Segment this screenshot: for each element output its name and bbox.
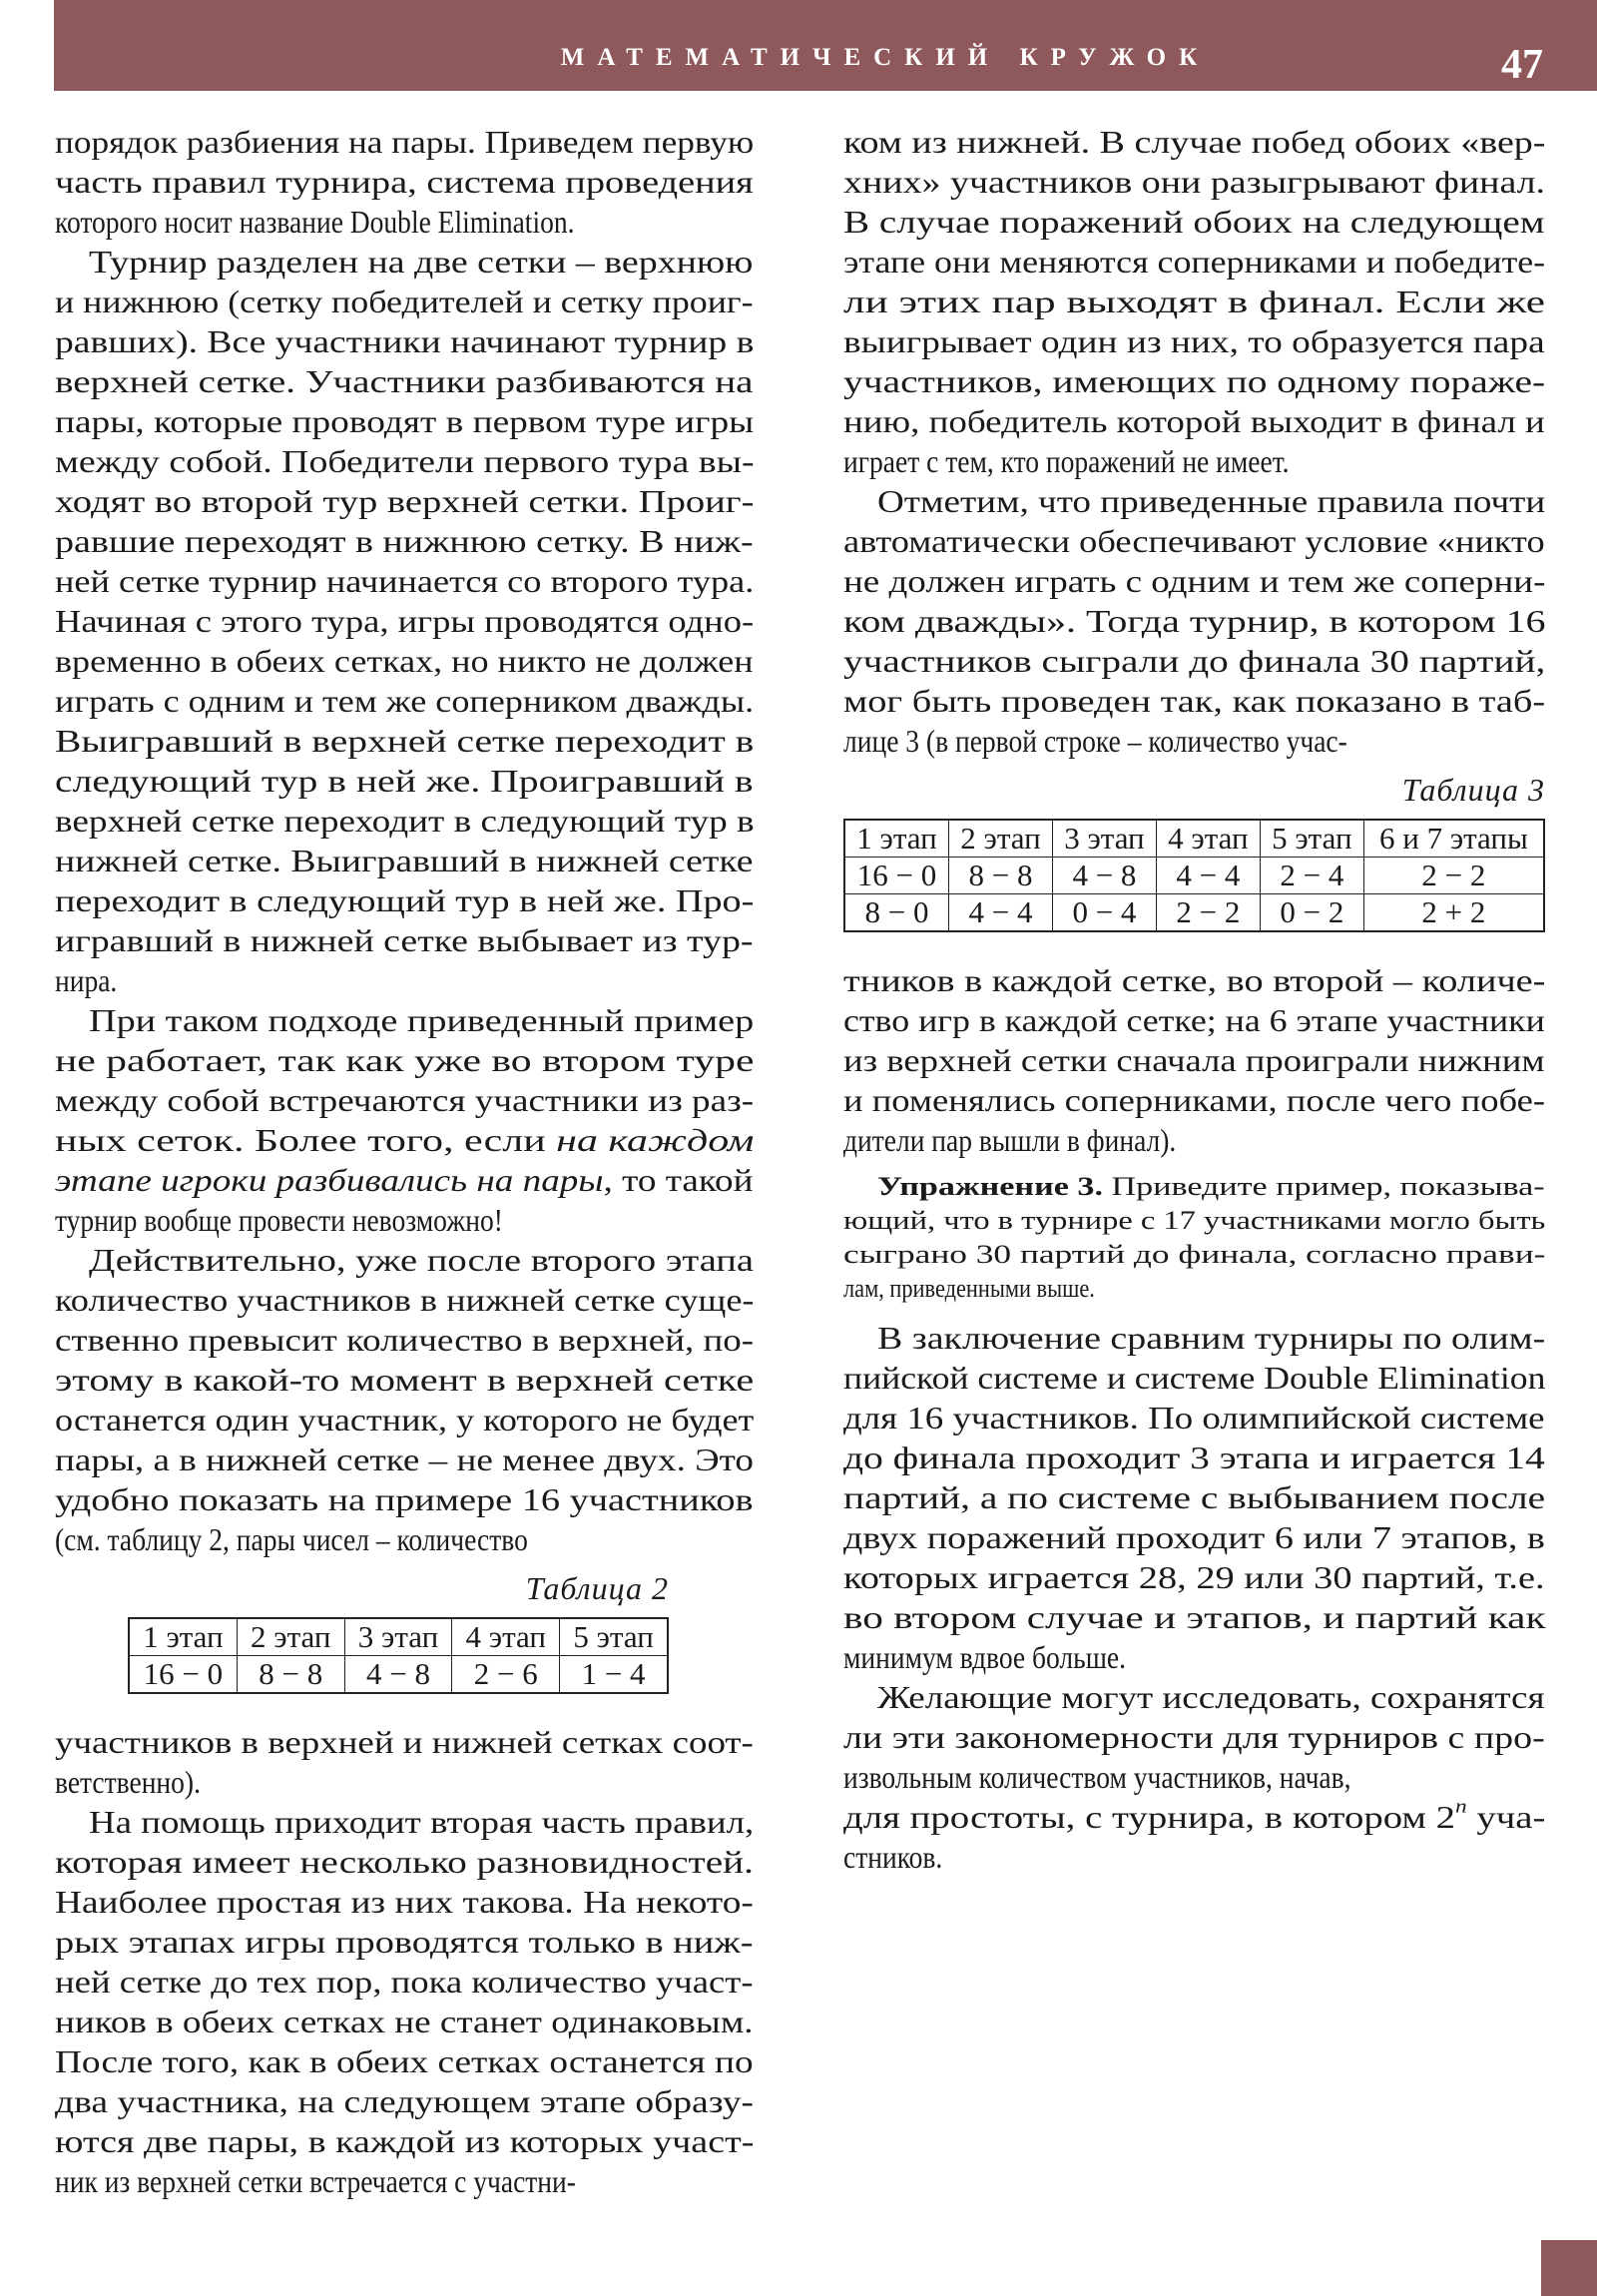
text-line: часть правил турнира, система проведения (55, 164, 754, 200)
exponent: n (1455, 1796, 1467, 1818)
table-cell: 8 − 8 (237, 1656, 344, 1694)
paragraph (55, 1000, 754, 1240)
text-line: стников. (843, 1839, 943, 1875)
text-line: Выигравший в верхней сетке переходит в (55, 723, 755, 759)
table-header-cell: 3 этап (344, 1618, 452, 1656)
header-title: МАТЕМАТИЧЕСКИЙ КРУЖОК (560, 44, 1211, 71)
text-line: нира. (55, 962, 118, 998)
table-row (844, 858, 1544, 894)
table-row (129, 1656, 668, 1694)
table-cell: 16 − 0 (844, 858, 949, 894)
text-line: ных сеток. Более того, если на каждом (55, 1122, 755, 1158)
text-line: удобно показать на примере 16 участников (55, 1481, 754, 1517)
table-cell: 1 − 4 (560, 1656, 668, 1694)
table-header-cell: 2 этап (237, 1618, 344, 1656)
table-header-cell: 3 этап (1052, 820, 1156, 858)
paragraph (843, 1318, 1545, 1677)
page-number: 47 (1501, 42, 1543, 88)
exercise-3 (843, 1170, 1545, 1306)
text-line: Наиболее простая из них такова. На некото- (55, 1884, 754, 1920)
table-cell: 4 − 4 (1156, 858, 1260, 894)
text-line: (см. таблицу 2, пары чисел – количество (55, 1521, 528, 1557)
text-line: Начиная с этого тура, игры проводятся одно- (55, 603, 755, 639)
text-line: ветственно). (55, 1764, 201, 1800)
text-line: участников в верхней и нижней сетках соот- (55, 1724, 754, 1760)
text-line: ком дважды». Тогда турнир, в котором 16 (843, 603, 1546, 639)
text-line: тников в каждой сетке, во второй – количе- (843, 962, 1546, 998)
text-line: равшие переходят в нижнюю сетку. В ниж- (55, 523, 754, 559)
table-cell: 2 − 4 (1260, 858, 1363, 894)
table-3-block (843, 765, 1545, 932)
text-line: этапе они меняются соперниками и победите- (843, 244, 1546, 280)
table-header-row (844, 820, 1544, 858)
text-line: которого носит название Double Elimination. (55, 204, 575, 240)
text-line: которая имеет несколько разновидностей. (55, 1844, 754, 1880)
text-line: для простоты, с турнира, в котором 2$^n$ уча- (843, 1796, 1546, 1835)
text-line: играет с тем, кто поражений не имеет. (843, 443, 1290, 479)
text-line: участников сыграли до финала 30 партий, (843, 643, 1546, 679)
text-line: следующий тур в ней же. Проигравший в (55, 763, 754, 799)
text-line: из верхней сетки сначала проиграли нижним (843, 1042, 1545, 1078)
text-line: и поменялись соперниками, после чего побе- (843, 1082, 1546, 1118)
running-header (54, 0, 1597, 91)
text-line: пары, которые проводят в первом туре игры (55, 403, 755, 439)
text-line: и нижнюю (сетку победителей и сетку проиг- (55, 284, 754, 319)
table-cell: 2 − 2 (1156, 894, 1260, 932)
text-line: количество участников в нижней сетке суще- (55, 1282, 755, 1318)
text-line: ли эти закономерности для турниров с про- (843, 1719, 1545, 1755)
text-line: между собой встречаются участники из раз- (55, 1082, 755, 1118)
table-header-cell: 5 этап (1260, 820, 1363, 858)
text-line: верхней сетке переходит в следующий тур в (55, 803, 755, 839)
text-line: Отметим, что приведенные правила почти (877, 483, 1546, 519)
text-line: не должен играть с одним и тем же соперни- (843, 563, 1546, 599)
text-line: мог быть проведен так, как показано в таб- (843, 683, 1546, 719)
emphasis: этапе игроки разбивались на пары (55, 1162, 604, 1198)
table-2 (128, 1617, 669, 1694)
table-header-cell: 2 этап (949, 820, 1053, 858)
table-cell: 0 − 2 (1260, 894, 1363, 932)
table-header-cell: 4 этап (452, 1618, 560, 1656)
table-header-cell: 5 этап (560, 1618, 668, 1656)
text-line: При таком подходе приведенный пример (89, 1002, 755, 1038)
text-line: ников в обеих сетках не станет одинаковым. (55, 2004, 754, 2039)
table-cell: 2 − 2 (1363, 858, 1544, 894)
table-cell: 16 − 0 (129, 1656, 237, 1694)
text-line: автоматически обеспечивают условие «никто (843, 523, 1545, 559)
table-cell: 2 + 2 (1363, 894, 1544, 932)
text-line: дители пар вышли в финал). (843, 1122, 1177, 1158)
text-line: два участника, на следующем этапе образу- (55, 2083, 755, 2119)
paragraph (843, 1677, 1545, 1877)
text-line: переходит в следующий тур в ней же. Про- (55, 882, 755, 918)
text-line: нию, победитель которой выходит в финал и (843, 403, 1545, 439)
left-column (55, 122, 754, 2201)
right-column (843, 122, 1545, 1877)
table-caption: Таблица 3 (1401, 772, 1545, 808)
text-line: до финала проходит 3 этапа и играется 14 (843, 1439, 1545, 1475)
text-line: верхней сетке. Участники разбиваются на (55, 363, 754, 399)
table-cell: 8 − 8 (949, 858, 1053, 894)
text-line: ственно превысит количество в верхней, по- (55, 1322, 755, 1358)
text-line: останется один участник, у которого не будет (55, 1402, 755, 1437)
text-line: между собой. Победители первого тура вы- (55, 443, 755, 479)
table-header-cell: 4 этап (1156, 820, 1260, 858)
text-line: рых этапах игры проводятся только в ниж- (55, 1924, 754, 1960)
paragraph (55, 242, 754, 1000)
text-line: двух поражений проходит 6 или 7 этапов, в (843, 1519, 1545, 1555)
text-line: Действительно, уже после второго этапа (89, 1242, 755, 1278)
table-cell: 4 − 8 (344, 1656, 452, 1694)
emphasis: на каждом (556, 1122, 755, 1158)
text-line: лам, приведенными выше. (843, 1274, 1095, 1303)
table-cell: 4 − 8 (1052, 858, 1156, 894)
exercise-label: Упражнение 3. (877, 1172, 1103, 1201)
table-cell: 2 − 6 (452, 1656, 560, 1694)
table-cell: 4 − 4 (949, 894, 1053, 932)
table-2-block (128, 1563, 669, 1694)
text-line: пары, а в нижней сетке – не менее двух. Это (55, 1441, 755, 1477)
table-header-row (129, 1618, 668, 1656)
text-line: На помощь приходит вторая часть правил, (89, 1804, 755, 1840)
text-line: выигрывает один из них, то образуется пара (843, 323, 1545, 359)
corner-marker (1541, 2240, 1597, 2296)
text-line: ются две пары, в каждой из которых участ- (55, 2123, 755, 2159)
text-line: пийской системе и системе Double Elimination (843, 1360, 1546, 1396)
text-line: для 16 участников. По олимпийской системе (843, 1400, 1545, 1435)
text-line: ком из нижней. В случае побед обоих «вер- (843, 124, 1546, 160)
text-line: равших). Все участники начинают турнир в (55, 323, 755, 359)
text-line: ней сетке до тех пор, пока количество участ- (55, 1964, 754, 2000)
text-line: участников, имеющих по одному пораже- (843, 363, 1546, 399)
text-line: лице 3 (в первой строке – количество учас- (843, 723, 1347, 759)
text-line: игравший в нижней сетке выбывает из тур- (55, 922, 754, 958)
paragraph (55, 1722, 754, 1802)
table-header-cell: 1 этап (844, 820, 949, 858)
text-line: ходят во второй тур верхней сетки. Проиг- (55, 483, 755, 519)
table-cell: 8 − 0 (844, 894, 949, 932)
text-line: нижней сетке. Выигравший в нижней сетке (55, 843, 754, 878)
text-line: В заключение сравним турниры по олим- (877, 1320, 1546, 1356)
text-line: сыграно 30 партий до финала, согласно прави- (843, 1240, 1546, 1269)
paragraph (843, 481, 1545, 761)
text-line: ней сетке турнир начинается со второго тура. (55, 563, 755, 599)
text-line: В случае поражений обоих на следующем (843, 204, 1545, 240)
text-line: этапе игроки разбивались на пары, то такой (55, 1162, 754, 1198)
text-line: партий, а по системе с выбыванием после (843, 1479, 1546, 1515)
text-line: играть с одним и тем же соперником дважды. (55, 683, 755, 719)
text-line: ли этих пар выходят в финал. Если же (843, 284, 1545, 319)
text-line: хних» участников они разыгрывают финал. (843, 164, 1546, 200)
text-line: извольным количеством участников, начав, (843, 1759, 1351, 1795)
paragraph (55, 122, 754, 242)
text-line: не работает, так как уже во втором туре (55, 1042, 755, 1078)
text-line: турнир вообще провести невозможно! (55, 1202, 503, 1238)
paragraph (55, 1240, 754, 1559)
text-line: Турнир разделен на две сетки – верхнюю (89, 244, 754, 280)
paragraph (55, 1802, 754, 2201)
text-line: Желающие могут исследовать, сохранятся (877, 1679, 1545, 1715)
text-line: во втором случае и этапов, и партий как (843, 1599, 1546, 1635)
text-line: временно в обеих сетках, но никто не должен (55, 643, 754, 679)
table-cell: 0 − 4 (1052, 894, 1156, 932)
paragraph (843, 122, 1545, 481)
text-line: ющий, что в турнире с 17 участниками могло быть (843, 1206, 1546, 1235)
text-line: которых играется 28, 29 или 30 партий, т.е. (843, 1559, 1545, 1595)
paragraph (843, 960, 1545, 1160)
table-caption: Таблица 2 (525, 1570, 669, 1606)
text-line: ник из верхней сетки встречается с участни- (55, 2163, 576, 2199)
table-header-cell: 1 этап (129, 1618, 237, 1656)
text-line: этому в какой-то момент в верхней сетке (55, 1362, 755, 1398)
text-line: ство игр в каждой сетке; на 6 этапе участники (843, 1002, 1545, 1038)
table-row (844, 894, 1544, 932)
text-line: порядок разбиения на пары. Приведем первую (55, 124, 755, 160)
table-3 (843, 819, 1545, 932)
text-line: Упражнение 3. Приведите пример, показыва- (877, 1172, 1545, 1201)
text-line: минимум вдвое больше. (843, 1639, 1126, 1675)
text-line: После того, как в обеих сетках останется по (55, 2043, 754, 2079)
table-header-cell: 6 и 7 этапы (1363, 820, 1544, 858)
